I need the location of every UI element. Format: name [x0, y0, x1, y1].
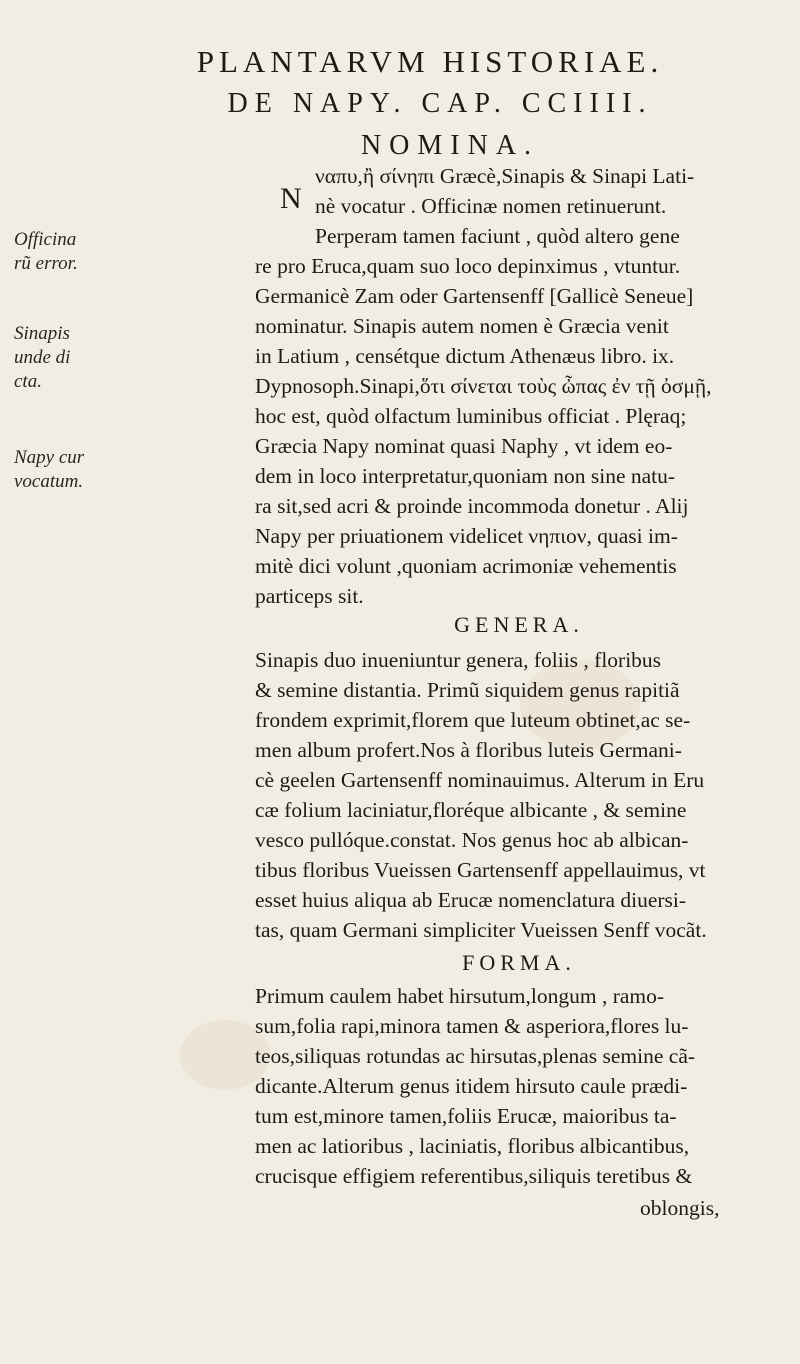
- margin-note-napy-cur-vocatum: [14, 446, 124, 494]
- text-line: ναπυ,ἢ σίνηπι Græcè,Sinapis & Sinapi Lati-: [315, 164, 695, 188]
- text-line: nominatur. Sinapis autem nomen è Græcia venit: [255, 314, 669, 338]
- text-line: Napy per priuationem videlicet νηπιον, quasi im-: [255, 524, 678, 548]
- margin-note-sinapis-unde-dicta: [14, 322, 124, 394]
- text-line: esset huius aliqua ab Erucæ nomenclatura diuersi-: [255, 888, 687, 912]
- text-line: tas, quam Germani simpliciter Vueissen Senff vocãt.: [255, 918, 707, 942]
- text-line: dicante.Alterum genus itidem hirsuto caule prædi-: [255, 1074, 688, 1098]
- text-line: sum,folia rapi,minora tamen & asperiora,flores lu-: [255, 1014, 689, 1038]
- text-line: tibus floribus Vueissen Gartensenff appellauimus, vt: [255, 858, 706, 882]
- text-line: Primum caulem habet hirsutum,longum , ramo-: [255, 984, 665, 1008]
- section-heading-genera: GENERA.: [454, 612, 584, 637]
- chapter-title: DE NAPY. CAP. CCIIII.: [227, 88, 653, 119]
- text-line: ra sit,sed acri & proinde incommoda donetur . Alij: [255, 494, 689, 518]
- text-line: Sinapis duo inueniuntur genera, foliis , floribus: [255, 648, 662, 672]
- text-line: men ac latioribus , laciniatis, floribus albicantibus,: [255, 1134, 690, 1158]
- section-heading-nomina: NOMINA.: [360, 130, 540, 161]
- section-heading-forma: FORMA.: [462, 950, 576, 975]
- catchword: oblongis,: [640, 1196, 720, 1220]
- text-line: crucisque effigiem referentibus,siliquis teretibus &: [255, 1164, 693, 1188]
- text-line: Dypnosoph.Sinapi,ὅτι σίνεται τοὺς ὦπας ἐν τῇ ὀσμῇ,: [255, 374, 712, 398]
- text-line: teos,siliquas rotundas ac hirsutas,plenas semine cã-: [255, 1044, 696, 1068]
- text-line: re pro Eruca,quam suo loco depinximus , vtuntur.: [255, 254, 681, 278]
- text-line: in Latium , censétque dictum Athenæus libro. ix.: [255, 344, 675, 368]
- margin-note-line: rũ error.: [14, 253, 78, 274]
- text-line: nè vocatur . Officinæ nomen retinuerunt.: [315, 194, 667, 218]
- margin-note-line: vocatum.: [14, 471, 84, 492]
- margin-note-line: Sinapis: [14, 323, 70, 344]
- margin-note-line: unde di: [14, 347, 71, 368]
- text-line: & semine distantia. Primũ siquidem genus rapitiã: [255, 678, 680, 702]
- margin-note-officinarum-error: [14, 228, 124, 276]
- margin-note-line: Napy cur: [14, 447, 85, 468]
- text-line: Græcia Napy nominat quasi Naphy , vt idem eo-: [255, 434, 673, 458]
- text-line: Perperam tamen faciunt , quòd altero gene: [315, 224, 680, 248]
- text-line: dem in loco interpretatur,quoniam non sine natu-: [255, 464, 676, 488]
- text-line: mitè dici volunt ,quoniam acrimoniæ vehementis: [255, 554, 677, 578]
- margin-note-line: cta.: [14, 371, 42, 392]
- text-line: vesco pullóque.constat. Nos genus hoc ab albican-: [255, 828, 689, 852]
- text-line: men album profert.Nos à floribus luteis Germani-: [255, 738, 682, 762]
- text-line: cæ folium laciniatur,floréque albicante , & semine: [255, 798, 687, 822]
- text-line: hoc est, quòd olfactum luminibus officiat . Plęraq;: [255, 404, 687, 428]
- text-line: particeps sit.: [255, 584, 364, 608]
- margin-note-line: Officina: [14, 229, 77, 250]
- text-line: frondem exprimit,florem que luteum obtinet,ac se-: [255, 708, 691, 732]
- text-line: tum est,minore tamen,foliis Erucæ, maioribus ta-: [255, 1104, 677, 1128]
- text-line: cè geelen Gartensenff nominauimus. Alterum in Eru: [255, 768, 705, 792]
- drop-initial: N: [280, 182, 302, 215]
- running-title: PLANTARVM HISTORIAE.: [196, 44, 664, 79]
- text-line: Germanicè Zam oder Gartensenff [Gallicè Seneue]: [255, 284, 694, 308]
